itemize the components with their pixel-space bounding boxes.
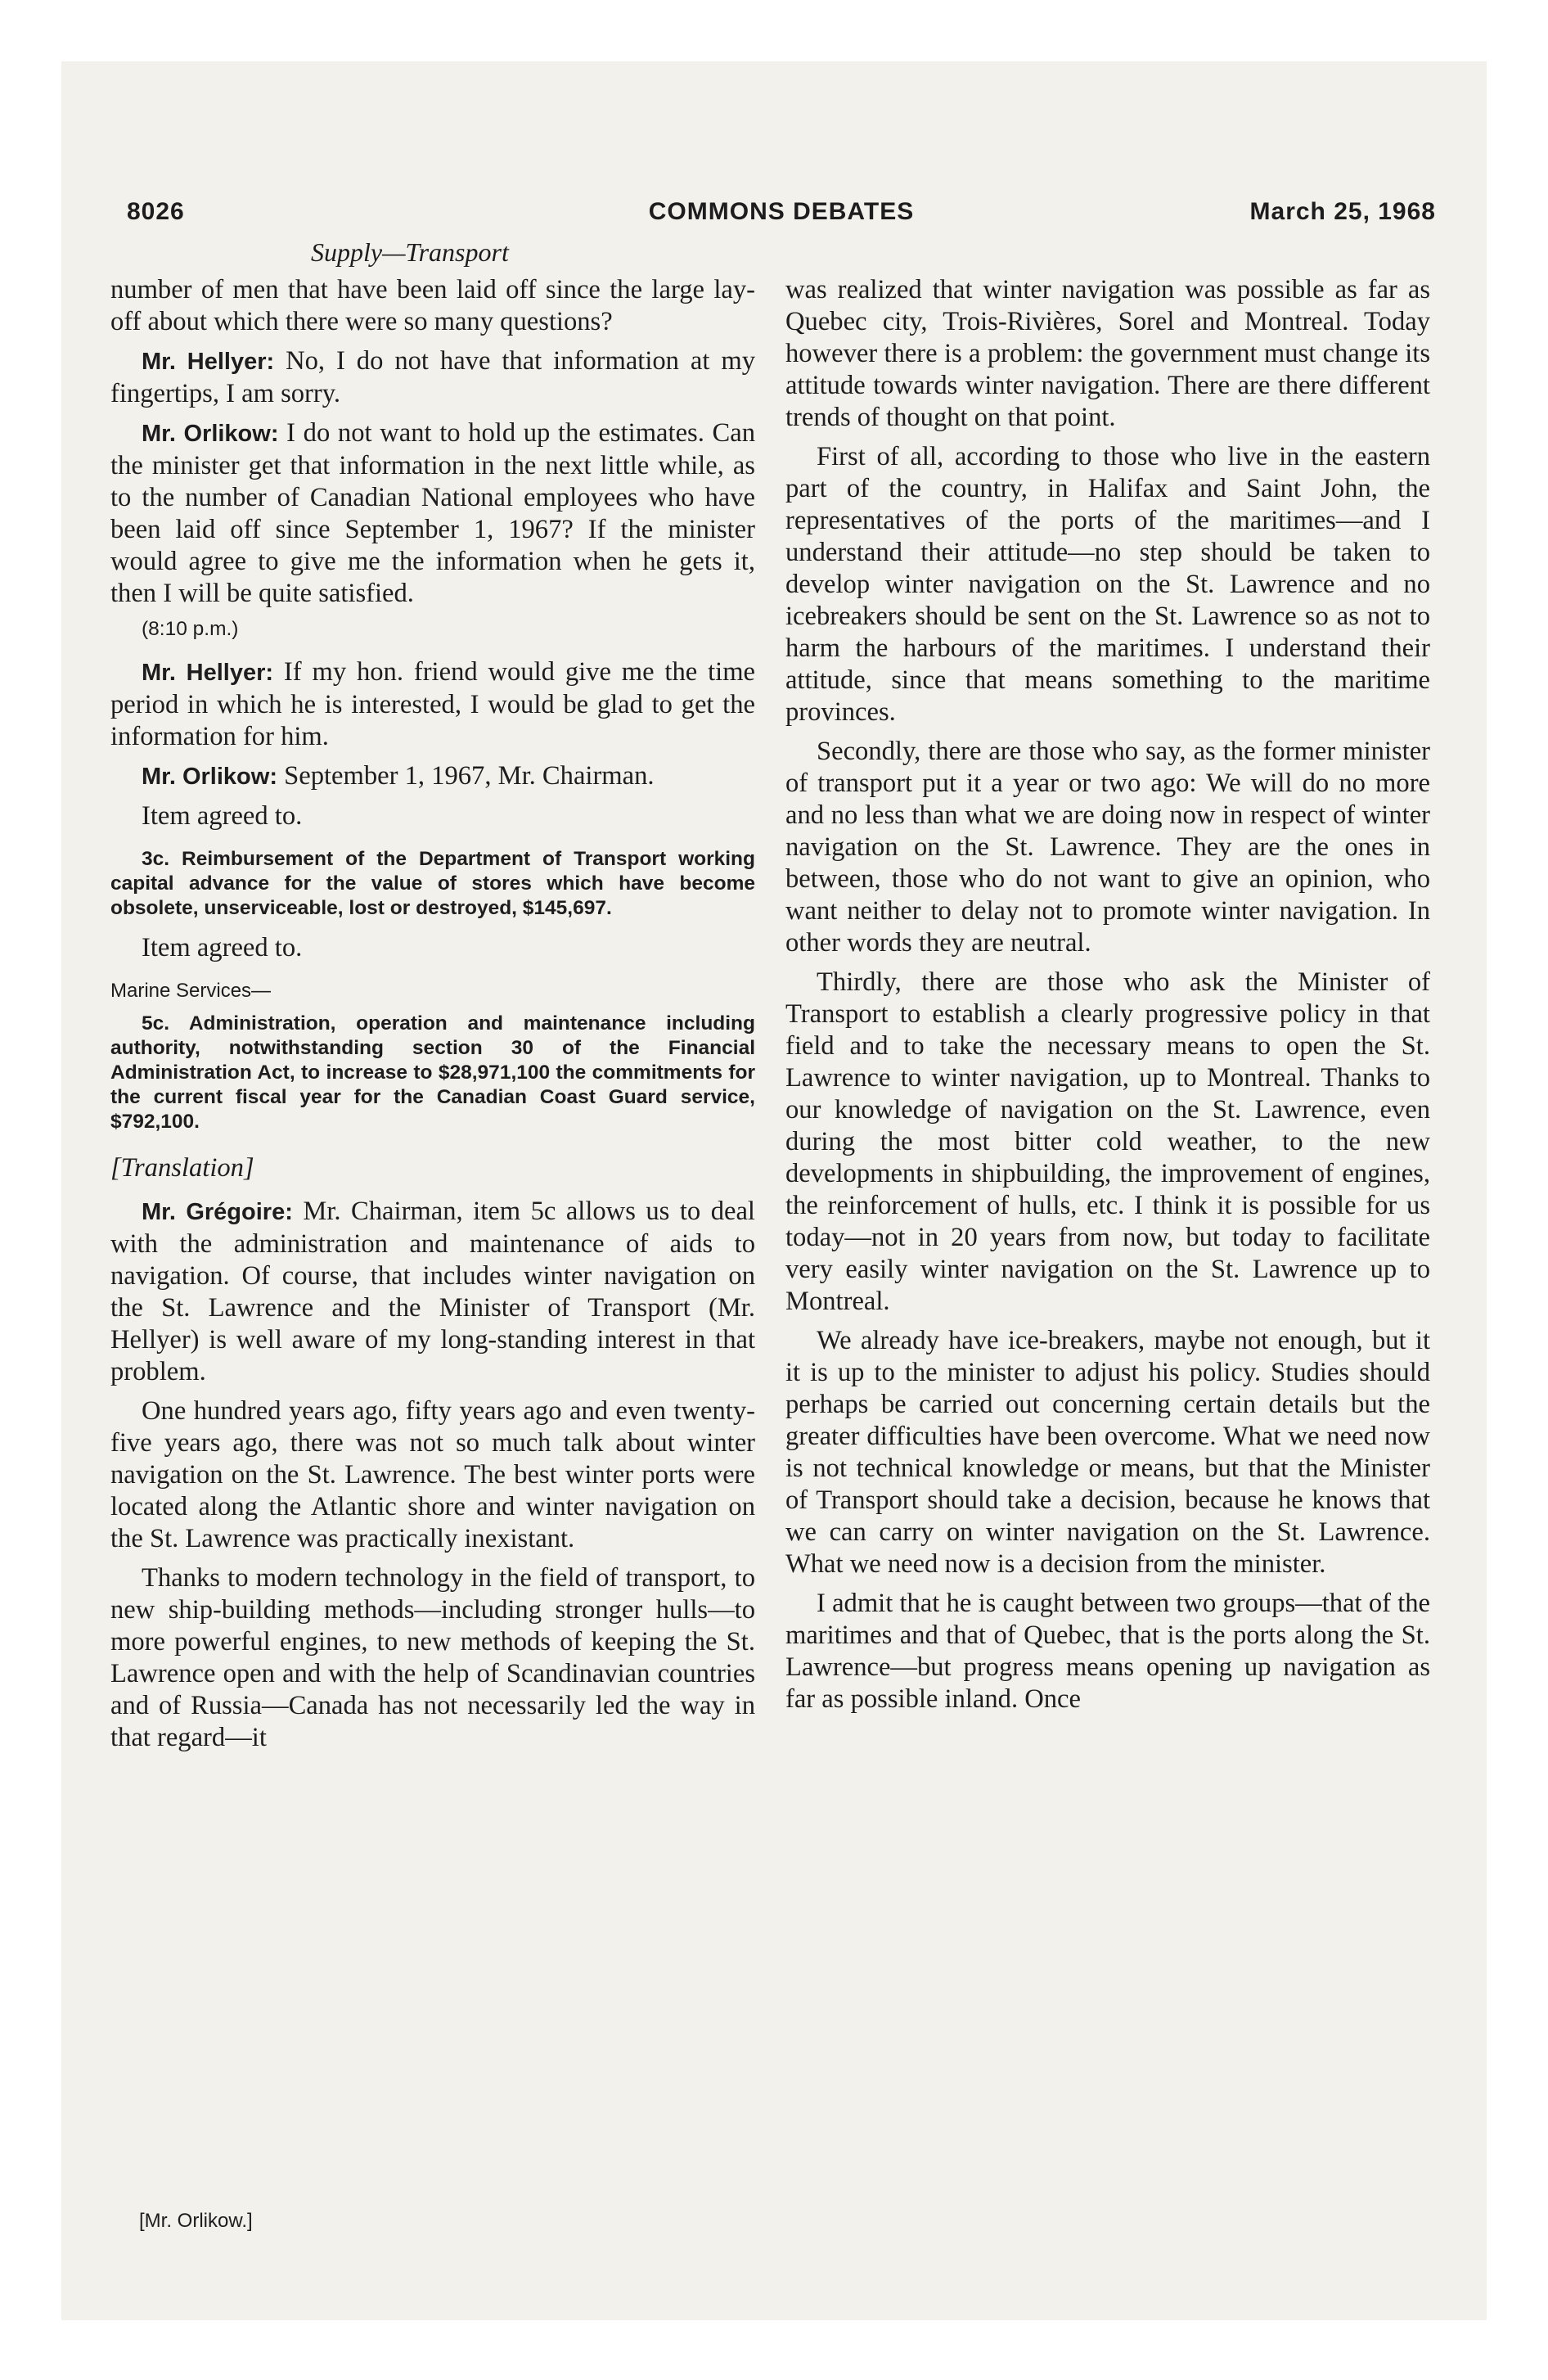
speaker-name: Mr. Orlikow: xyxy=(142,764,277,790)
speech-text: I do not want to hold up the estimates. Can the minister get that information in the next little while, as to the number of Canadian National employees who have been laid off since September 1, 1967? If the minister would agree to give me the information when he gets it, then I will be quite satisfied. xyxy=(110,418,755,608)
left-column xyxy=(110,274,755,1761)
time-marker: (8:10 p.m.) xyxy=(142,618,239,640)
speech-text: If my hon. friend would give me the time period in which he is interested, I would be glad to get the information for him. xyxy=(110,657,755,751)
speaker-name: Mr. Hellyer: xyxy=(142,660,274,686)
paragraph: One hundred years ago, fifty years ago and even twenty-five years ago, there was not so much talk about winter navigation on the St. Lawrence. The best winter ports were located along the Atlantic shore and winter navigation on the St. Lawrence was practically inexistant. xyxy=(110,1396,755,1553)
estimate-item-5c: 5c. Administration, operation and maintenance including authority, notwithstanding section 30 of the Financial Administration Act, to increase to $28,971,100 the commitments for the current fiscal year for the Canadian Coast Guard service, $792,100. xyxy=(110,1012,755,1133)
speaker-name: Mr. Orlikow: xyxy=(142,421,279,447)
estimate-item-3c: 3c. Reimbursement of the Department of Transport working capital advance for the value of stores which have become obsolete, unserviceable, lost or destroyed, $145,697. xyxy=(110,848,755,919)
right-column xyxy=(785,274,1430,1723)
paragraph: We already have ice-breakers, maybe not enough, but it it is up to the minister to adjust his policy. Studies should perhaps be carried out concerning certain details but the greater difficulties have been overcome. What we need now is not technical knowledge or means, but that the Minister of Transport should take a decision, because he knows that we can carry on winter navigation on the St. Lawrence. What we need now is a decision from the minister. xyxy=(785,1326,1430,1579)
speaker-name: Mr. Hellyer: xyxy=(142,349,275,375)
item-agreed: Item agreed to. xyxy=(142,801,303,831)
paragraph: Secondly, there are those who say, as the former minister of transport put it a year or two ago: We will do no more and no less than what we are doing now in respect of winter navigation on the St. Lawrence. They are the ones in between, those who do not want to give an opinion, who want neither to delay not to promote winter navigation. In other words they are neutral. xyxy=(785,737,1430,958)
publication-title: COMMONS DEBATES xyxy=(648,198,915,225)
paragraph: First of all, according to those who live in the eastern part of the country, in Halifax and Saint John, the representatives of the ports of the maritimes—and I understand their attitude—no step should be taken to develop winter navigation on the St. Lawrence and no icebreakers should be sent on the St. Lawrence so as not to harm the harbours of the maritimes. I understand their attitude, since that means something to the maritime provinces. xyxy=(785,442,1430,727)
page-header xyxy=(127,198,1436,239)
page-date: March 25, 1968 xyxy=(1249,198,1436,225)
item-agreed: Item agreed to. xyxy=(142,933,303,962)
paragraph: number of men that have been laid off since the large lay-off about which there were so many questions? xyxy=(110,275,755,336)
speech-paragraph xyxy=(110,417,755,610)
speech-text: No, I do not have that information at my fingertips, I am sorry. xyxy=(110,346,755,408)
translation-marker: [Translation] xyxy=(110,1153,254,1183)
paragraph: Thirdly, there are those who ask the Minister of Transport to establish a clearly progressive policy in that field and to take the necessary means to open the St. Lawrence to winter navigation, up to Montreal. Thanks to our knowledge of navigation on the St. Lawrence, even during the most bitter cold weather, to the new developments in shipbuilding, the improvement of engines, the reinforcement of hulls, etc. I think it is possible for us today—not in 20 years from now, but today to facilitate very easily winter navigation on the St. Lawrence up to Montreal. xyxy=(785,967,1430,1316)
speech-text: Mr. Chairman, item 5c allows us to deal with the administration and maintenance of aids to navigation. Of course, that includes winter navigation on the St. Lawrence and the Minister of Transport (Mr. Hellyer) is well aware of my long-standing interest in that problem. xyxy=(110,1197,755,1386)
paragraph: Thanks to modern technology in the field of transport, to new ship-building methods—including stronger hulls—to more powerful engines, to new methods of keeping the St. Lawrence open and with the help of Scandinavian countries and of Russia—Canada has not necessarily led the way in that regard—it xyxy=(110,1563,755,1752)
marine-services-heading: Marine Services— xyxy=(110,980,272,1002)
paragraph: I admit that he is caught between two groups—that of the maritimes and that of Quebec, that is the ports along the St. Lawrence—but progress means opening up navigation as far as possible inland. Once xyxy=(785,1589,1430,1714)
section-subheading: Supply—Transport xyxy=(311,237,509,267)
page-number: 8026 xyxy=(127,198,185,225)
speech-paragraph xyxy=(110,656,755,753)
paragraph: was realized that winter navigation was possible as far as Quebec city, Trois-Rivières, Sorel and Montreal. Today however there is a problem: the government must change its attitude towards winter navigation. There are there different trends of thought on that point. xyxy=(785,275,1430,432)
speech-paragraph xyxy=(110,1196,755,1388)
speaker-name: Mr. Grégoire: xyxy=(142,1199,293,1225)
speech-text: September 1, 1967, Mr. Chairman. xyxy=(277,761,655,791)
speech-paragraph xyxy=(110,760,755,793)
speech-paragraph xyxy=(110,345,755,410)
page-footer-speaker: [Mr. Orlikow.] xyxy=(139,2210,253,2232)
